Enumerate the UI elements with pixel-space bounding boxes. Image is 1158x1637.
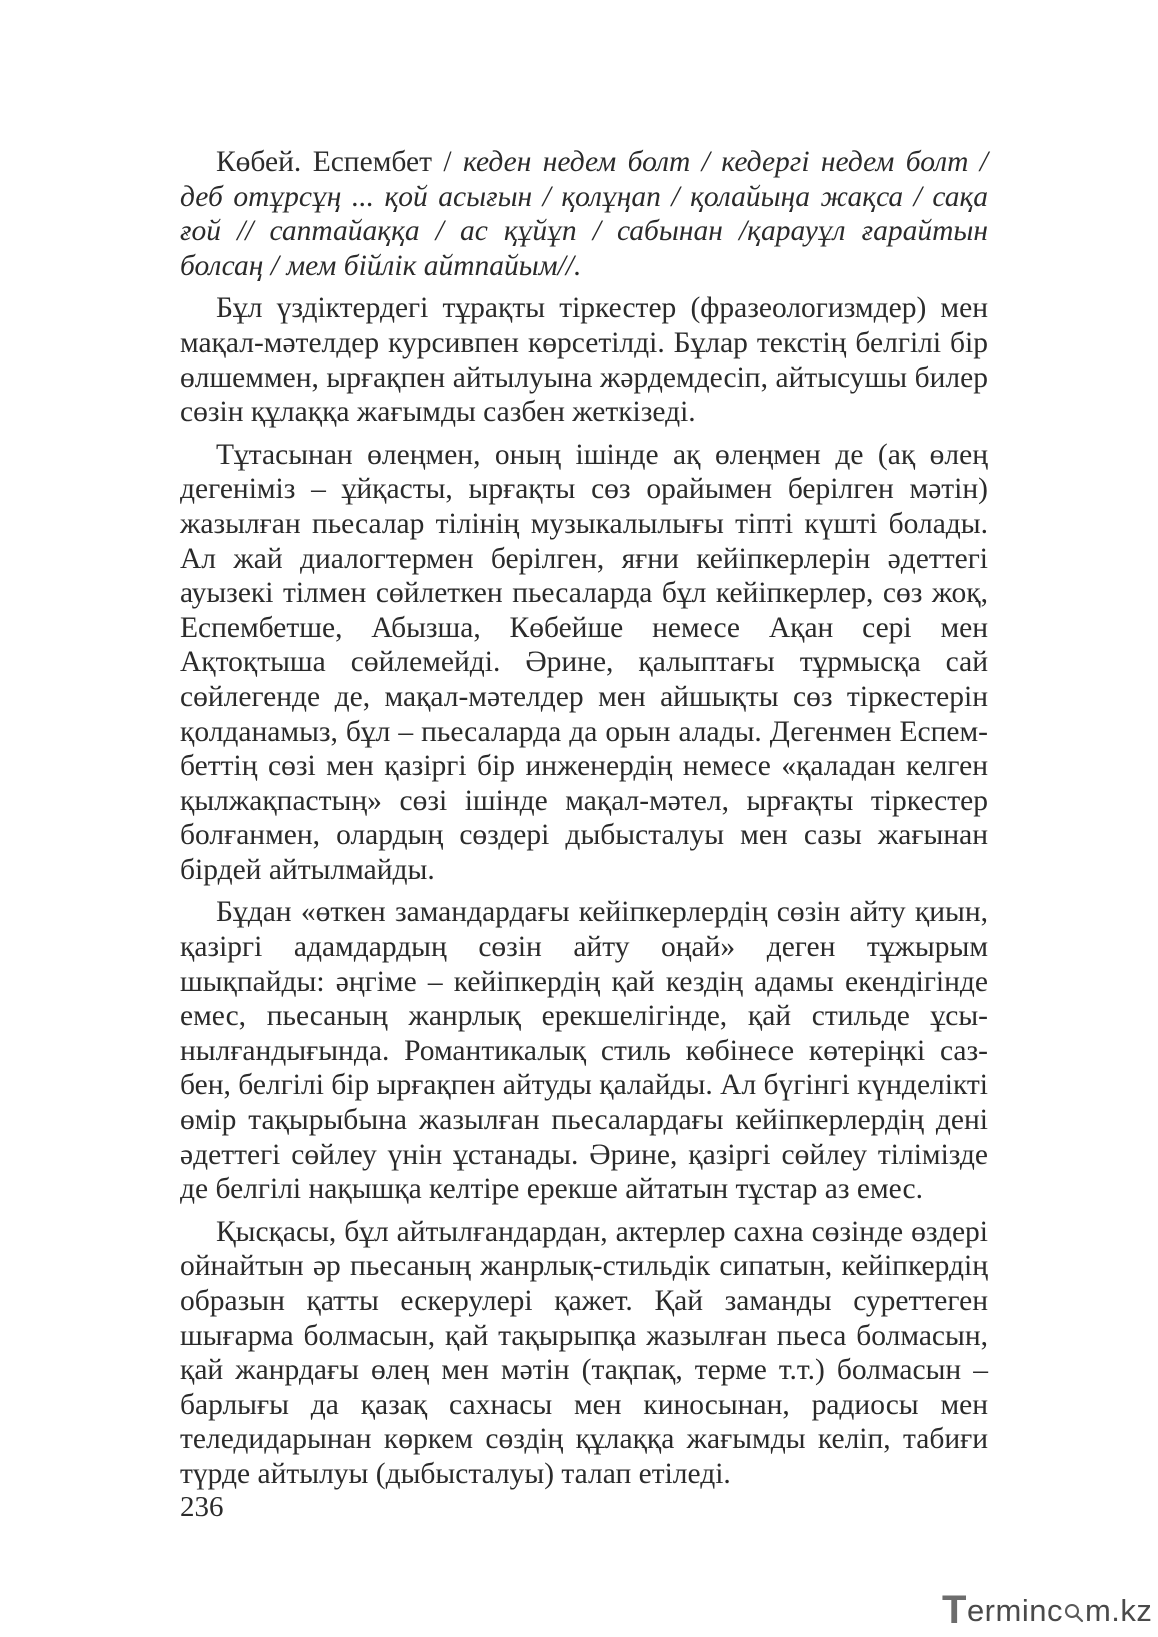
paragraph-3 — [180, 438, 988, 888]
paragraph-1-plain: Көбей. Еспембет / — [216, 146, 463, 178]
paragraph-2 — [180, 291, 988, 429]
paragraph-3-text: Тұтасынан өлеңмен, оның ішінде ақ өлеңмен де (ақ өлең дегеніміз – ұйқасты, ырғақты сөз орайымен берілген мәтін) жазылған пьесалар тілінің музыкалылығы тіпті күшті болады. Ал жай диалогтермен берілген, яғни кейіпкерлерін әдеттегі ауызекі тілмен сөйлеткен пьесаларда бұл кейіпкерлер, сөз жоқ, Еспембетше, Абызша, Көбейше немесе Ақан сері мен Ақтоқтыша сөйлемейді. Әрине, қалыптағы тұрмысқа сай сөйлегенде де, мақал-мәтелдер мен айшықты сөз тіркестерін қолданамыз, бұл – пьесаларда да орын алады. Дегенмен Еспембеттің сөзі мен қазіргі бір инженердің немесе «қаладан келген қылжақпастың» сөзі ішінде мақал-мәтел, ырғақты тіркестер болғанмен, олардың сөздері дыбысталуы мен сазы жағынан бірдей айтылмайды. — [180, 438, 988, 886]
paragraph-4-text: Бұдан «өткен замандардағы кейіпкерлердің сөзін айту қиын, қазіргі адамдардың сөзін айту оңай» деген тұжырым шықпайды: әңгіме – кейіпкердің қай кездің адамы екендігінде емес, пьесаның жанрлық ерекшелігінде, қай стильде ұсынылғандығында. Романтикалық стиль көбінесе көтеріңкі сазбен, белгілі бір ырғақпен айтуды қалайды. Ал бүгінгі күнделікті өмір тақырыбына жазылған пьесалардағы кейіпкерлердің дені әдеттегі сөйлеу үнін ұстанады. Әрине, қазіргі сөйлеу тілімізде де белгілі нақышқа келтіре ерекше айтатын тұстар аз емес. — [180, 896, 988, 1206]
page-number: 236 — [180, 1491, 224, 1523]
paragraph-1-italic: кеден недем болт / кедергі недем болт / деб отұрсұң ... қой асығын / қолұңап / қолайыңа жақса / сақа ғой // саптайаққа / ас құйұп / сабынан /қарауұл ғарайтын болсаң / мем бійлік айтпайым//. — [180, 146, 988, 282]
watermark-first-letter: T — [942, 1588, 967, 1632]
paragraph-5 — [180, 1215, 988, 1492]
magnifier-icon — [1064, 1595, 1084, 1615]
page-body — [180, 145, 988, 1500]
paragraph-4 — [180, 895, 988, 1206]
paragraph-2-text: Бұл үздіктердегі тұрақты тіркестер (фразеологизмдер) мен мақал-мәтелдер курсивпен көрсетілді. Бұлар текстің белгілі бір өлшеммен, ырғақпен айтылуына жәрдемдесіп, айтысушы билер сөзін құлаққа жағымды сазбен жеткізеді. — [180, 292, 988, 429]
paragraph-1 — [180, 145, 988, 283]
watermark-text-end: m.kz — [1084, 1593, 1153, 1628]
watermark-text-start: erminc — [966, 1593, 1063, 1628]
paragraph-5-text: Қысқасы, бұл айтылғандардан, актерлер сахна сөзінде өздері ойнайтын әр пьесаның жанрлық-стильдік сипатын, кейіпкердің образын қатты ескерулері қажет. Қай заманды суреттеген шығарма болмасын, қай тақырыпқа жазылған пьеса болмасын, қай жанрдағы өлең мен мәтін (тақпақ, терме т.т.) болмасын – барлығы да қазақ сахнасы мен киносынан, радиосы мен теледидарынан көркем сөздің құлаққа жағымды келіп, табиғи түрде айтылуы (дыбысталуы) талап етіледі. — [180, 1215, 988, 1490]
termincom-watermark — [942, 1586, 1153, 1632]
